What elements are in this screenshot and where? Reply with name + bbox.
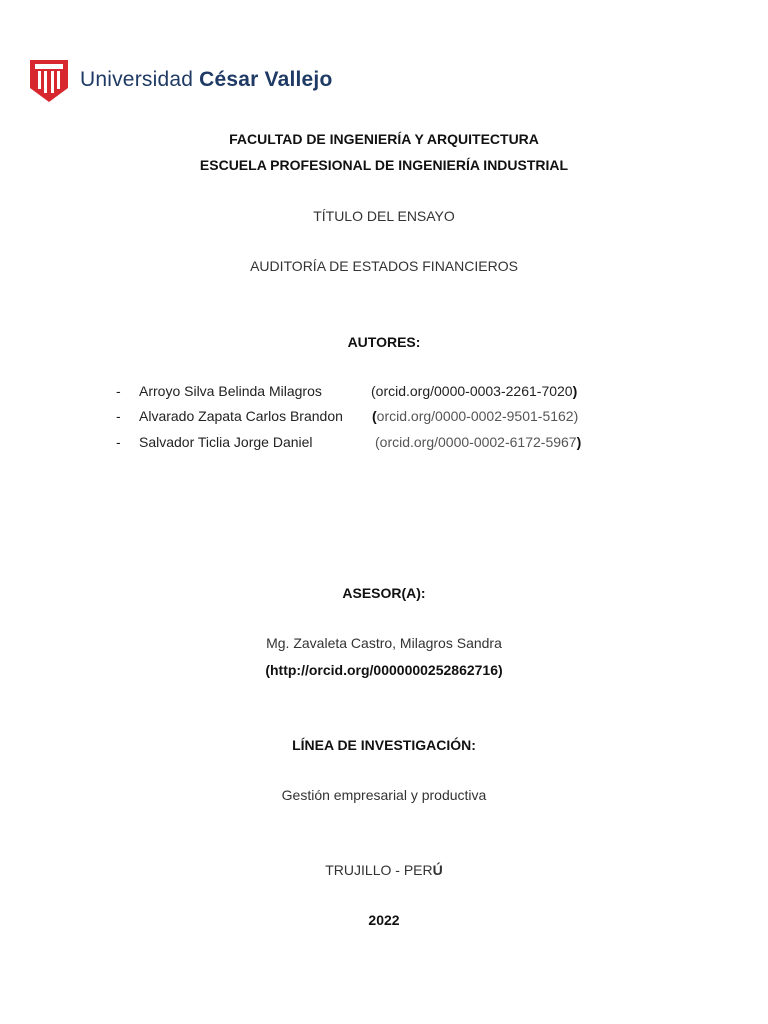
author-item (0, 408, 768, 428)
list-bullet: - (116, 434, 121, 450)
authors-heading: AUTORES: (347, 334, 421, 350)
year: 2022 (368, 912, 400, 928)
research-line-value: Gestión empresarial y productiva (281, 787, 487, 803)
advisor-orcid: (http://orcid.org/0000000252862716) (265, 662, 503, 678)
author-orcid: (orcid.org/0000-0002-9501-5162) (372, 408, 579, 424)
author-orcid: (orcid.org/0000-0002-6172-5967) (375, 434, 582, 450)
university-shield-icon (30, 58, 68, 102)
author-item (0, 383, 768, 403)
essay-title-label: TÍTULO DEL ENSAYO (313, 208, 455, 224)
author-name: Alvarado Zapata Carlos Brandon (139, 408, 343, 424)
author-item (0, 434, 768, 454)
university-name: Universidad César Vallejo (80, 68, 333, 91)
faculty-title: FACULTAD DE INGENIERÍA Y ARQUITECTURA (229, 131, 539, 147)
author-orcid: (orcid.org/0000-0003-2261-7020) (371, 383, 578, 399)
essay-title: AUDITORÍA DE ESTADOS FINANCIEROS (250, 258, 518, 274)
author-name: Salvador Ticlia Jorge Daniel (139, 434, 313, 450)
research-line-heading: LÍNEA DE INVESTIGACIÓN: (292, 737, 476, 753)
author-name: Arroyo Silva Belinda Milagros (139, 383, 322, 399)
place: TRUJILLO - PERÚ (325, 862, 443, 878)
advisor-heading: ASESOR(A): (342, 585, 426, 601)
list-bullet: - (116, 408, 121, 424)
advisor-name: Mg. Zavaleta Castro, Milagros Sandra (266, 635, 502, 651)
school-title: ESCUELA PROFESIONAL DE INGENIERÍA INDUSTRIAL (199, 157, 569, 173)
university-logo (30, 58, 332, 102)
list-bullet: - (116, 383, 121, 399)
